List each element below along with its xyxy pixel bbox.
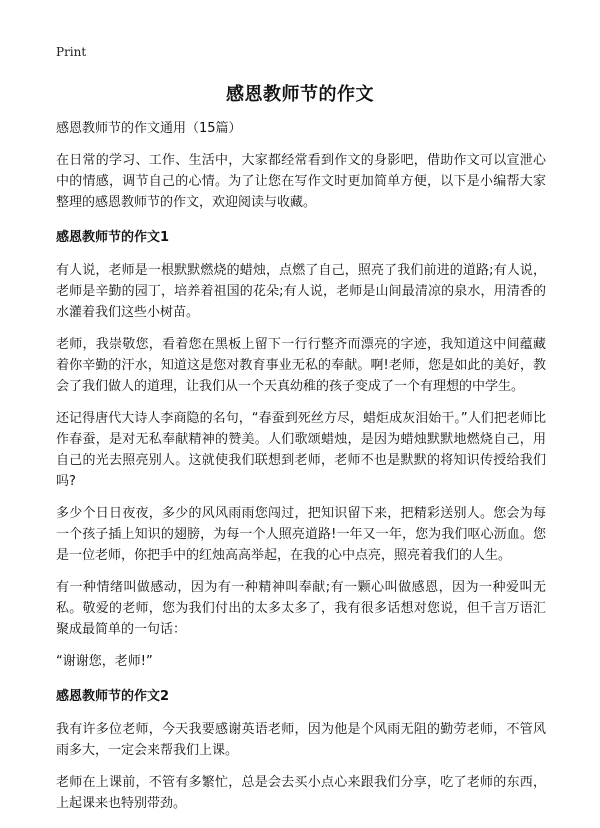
intro-paragraph: 在日常的学习、工作、生活中，大家都经常看到作文的身影吧，借助作文可以宣泄心中的情感，调节自己的心情。为了让您在写作文时更加简单方便，以下是小编帮大家整理的感恩教师节的作文，欢迎阅读与收藏。 [56,153,546,210]
section-heading: 感恩教师节的作文2 [56,689,170,704]
paragraph: 老师在上课前，不管有多繁忙，总是会去买小点心来跟我们分享，吃了老师的东西，上起课来也特别带劲。 [56,775,546,811]
paragraph: 多少个日日夜夜，多少的风风雨雨您闯过，把知识留下来，把精彩送别人。您会为每一个孩子插上知识的翅膀，为每一个人照亮道路!一年又一年，您为我们呕心沥血。您是一位老师，你把手中的红烛高高举起，在我的心中点亮，照亮着我们的人生。 [56,506,546,563]
article-body [56,118,546,825]
print-link[interactable]: Print [56,45,87,59]
page-title: 感恩教师节的作文 [226,84,374,105]
paragraph: 还记得唐代大诗人李商隐的名句，“春蚕到死丝方尽，蜡炬成灰泪始干。”人们把老师比作春蚕，是对无私奉献精神的赞美。人们歌颂蜡烛，是因为蜡烛默默地燃烧自己，用自己的光去照亮别人。这就使我们联想到老师，老师不也是默默的将知识传授给我们吗? [56,411,546,489]
article-subtitle: 感恩教师节的作文通用（15篇） [56,121,242,136]
section-heading: 感恩教师节的作文1 [56,230,170,245]
paragraph: 有人说，老师是一根默默燃烧的蜡烛，点燃了自己，照亮了我们前进的道路;有人说，老师是辛勤的园丁，培养着祖国的花朵;有人说，老师是山间最清凉的泉水，用清香的水灌着我们这些小树苗。 [56,263,546,320]
paragraph: 老师，我崇敬您，看着您在黑板上留下一行行整齐而漂亮的字迹，我知道这中间蕴藏着你辛勤的汗水，知道这是您对教育事业无私的奉献。啊!老师，您是如此的美好，教会了我们做人的道理，让我们从一个天真幼稚的孩子变成了一个有理想的中学生。 [56,337,546,394]
paragraph: 我有许多位老师，今天我要感谢英语老师，因为他是个风雨无阻的勤劳老师，不管风雨多大，一定会来帮我们上课。 [56,722,546,758]
quote-paragraph: “谢谢您，老师!” [56,654,153,669]
paragraph: 有一种情绪叫做感动，因为有一种精神叫奉献;有一颗心叫做感恩，因为一种爱叫无私。敬爱的老师，您为我们付出的太多太多了，我有很多话想对您说，但千言万语汇聚成最简单的一句话： [56,580,546,637]
